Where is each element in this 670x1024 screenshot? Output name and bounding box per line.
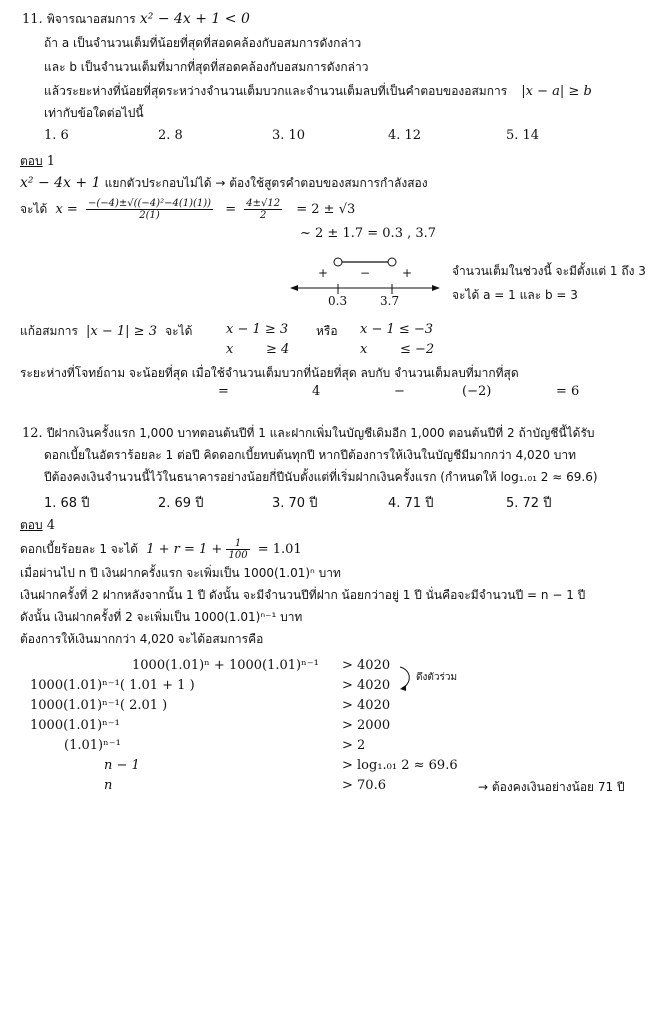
q12-row-2-lhs: 1000(1.01)ⁿ⁻¹( 1.01 + 1 ) <box>30 678 195 693</box>
open-circle-left <box>334 258 342 266</box>
q12-row-6-rhs: > log₁.₀₁ 2 ≈ 69.6 <box>342 758 458 773</box>
q11-stem-line1 <box>22 10 250 29</box>
sign-plus-left: + <box>318 266 329 280</box>
q11-stem-line2: ถ้า a เป็นจำนวนเต็มที่น้อยที่สุดที่สอดคล้องกับอสมการดังกล่าว <box>44 36 362 50</box>
q11-sol9-b: (−2) <box>462 384 492 399</box>
q11-sol1-text: แยกตัวประกอบไม่ได้ → ต้องใช้สูตรคำตอบของสมการกำลังสอง <box>104 176 428 190</box>
arrow-left-icon <box>290 285 298 291</box>
q11-sol6-mid: จะได้ <box>165 324 193 338</box>
q11-stem-line4-text: แล้วระยะห่างที่น้อยที่สุดระหว่างจำนวนเต็มบวกและจำนวนเต็มลบที่เป็นคำตอบของอสมการ <box>44 84 508 98</box>
q11-sol-line1 <box>20 174 428 193</box>
open-circle-right <box>388 258 396 266</box>
q12-s3: เงินฝากครั้งที่ 2 ฝากหลังจากนั้น 1 ปี ดังนั้น จะมีจำนวนปีที่ฝาก น้อยกว่าอยู่ 1 ปี นั่นคือจะมีจำนวนปี = n − 1 ปี <box>20 588 586 602</box>
q12-answer-value: 4 <box>46 518 56 533</box>
q11-sol6-case2: x − 1 ≤ −3 <box>360 322 434 337</box>
q12-final-note: → ต้องคงเงินอย่างน้อย 71 ปี <box>478 780 625 794</box>
q12-answer-label: ตอบ <box>20 518 43 532</box>
q11-sol7-case1-val: ≥ 4 <box>266 342 290 357</box>
q12-choice-2: 2. 69 ปี <box>158 496 204 511</box>
q11-choice-5: 5. 14 <box>506 128 540 143</box>
q11-sol2-prefix: จะได้ <box>20 202 48 216</box>
q12-s1-text: ดอกเบี้ยร้อยละ 1 จะได้ <box>20 542 139 556</box>
q12-row-1-rhs: > 4020 <box>342 658 391 673</box>
q12-row-2-rhs: > 4020 <box>342 678 391 693</box>
q12-stem-line1-text: ปีฝากเงินครั้งแรก 1,000 บาทตอนต้นปีที่ 1 และฝากเพิ่มในบัญชีเดิมอีก 1,000 ตอนต้นปีที่ 2 ถ้าบัญชีนี้ได้รับ <box>46 426 595 440</box>
q12-answer <box>20 516 55 535</box>
q11-sol-line3: ~ 2 ± 1.7 = 0.3 , 3.7 <box>300 226 437 241</box>
q11-sol7-case2-val: ≤ −2 <box>400 342 435 357</box>
q11-stem-label: พิจารณาอสมการ <box>46 12 136 26</box>
q11-sol6-case1: x − 1 ≥ 3 <box>226 322 289 337</box>
q11-choice-4: 4. 12 <box>388 128 422 143</box>
q12-row-4-lhs: 1000(1.01)ⁿ⁻¹ <box>30 718 120 733</box>
arrow-right-icon <box>432 285 440 291</box>
q11-answer-label: ตอบ <box>20 154 43 168</box>
q11-sol7-case1-x: x <box>226 342 234 357</box>
q12-s1-math: 1 + r = 1 + <box>146 542 223 557</box>
q11-number-line <box>290 250 440 310</box>
q11-sol-line2 <box>20 198 355 221</box>
q11-inequality: x² − 4x + 1 < 0 <box>139 11 250 27</box>
q11-sol9-result: = 6 <box>556 384 580 399</box>
q12-choice-5: 5. 72 ปี <box>506 496 552 511</box>
q11-sol2-fraction <box>86 198 213 221</box>
q12-row-3-lhs: 1000(1.01)ⁿ⁻¹( 2.01 ) <box>30 698 168 713</box>
q11-sol2-frac-num: −(−4)±√((−4)²−4(1)(1)) <box>87 198 212 209</box>
q11-sol4-text: จำนวนเต็มในช่วงนี้ จะมีตั้งแต่ 1 ถึง 3 <box>452 264 646 278</box>
q11-stem-line3: และ b เป็นจำนวนเต็มที่มากที่สุดที่สอดคล้องกับอสมการดังกล่าว <box>44 60 369 74</box>
q12-choice-4: 4. 71 ปี <box>388 496 434 511</box>
q11-sol2-x: x = <box>55 202 78 217</box>
q12-sol-line1 <box>20 538 302 561</box>
q11-sol9-a: 4 <box>312 384 321 399</box>
tick-label-3-7: 3.7 <box>380 294 400 308</box>
q12-s1-fraction <box>226 538 249 561</box>
curved-arrow-icon <box>398 664 414 694</box>
q11-choice-3: 3. 10 <box>272 128 306 143</box>
q11-sol6-or: หรือ <box>316 324 338 338</box>
q11-sol2-frac-den: 2(1) <box>139 210 160 221</box>
q11-sol5-text: จะได้ a = 1 และ b = 3 <box>452 288 578 302</box>
q12-row-6-lhs: n − 1 <box>104 758 140 773</box>
q11-sol2-eq: = <box>225 202 237 217</box>
tick-label-0-3: 0.3 <box>328 294 348 308</box>
q12-row-7-lhs: n <box>104 778 113 793</box>
q12-row-5-lhs: (1.01)ⁿ⁻¹ <box>64 738 121 753</box>
q12-s1-frac-den: 100 <box>228 550 248 561</box>
q11-sol2-result: = 2 ± √3 <box>296 202 356 217</box>
q12-stem-line2: ดอกเบี้ยในอัตราร้อยละ 1 ต่อปี คิดดอกเบี้ยทบต้นทุกปี หากปีต้องการให้เงินในบัญชีมีมากกว่า 4,020 บาท <box>44 448 577 462</box>
sign-minus: − <box>360 266 371 280</box>
q11-sol1-math: x² − 4x + 1 <box>20 175 101 191</box>
q12-s2: เมื่อผ่านไป n ปี เงินฝากครั้งแรก จะเพิ่มเป็น 1000(1.01)ⁿ บาท <box>20 566 341 580</box>
q11-number: 11. <box>22 12 43 27</box>
q12-row-1-lhs: 1000(1.01)ⁿ + 1000(1.01)ⁿ⁻¹ <box>132 658 319 673</box>
q11-stem-line4-math: |x − a| ≥ b <box>521 84 592 99</box>
q11-sol-line6 <box>20 322 192 341</box>
q11-sol9-minus: − <box>394 384 405 399</box>
q12-s4: ดังนั้น เงินฝากครั้งที่ 2 จะเพิ่มเป็น 1000(1.01)ⁿ⁻¹ บาท <box>20 610 303 624</box>
q11-sol6-prefix: แก้อสมการ <box>20 324 78 338</box>
q11-choice-2: 2. 8 <box>158 128 183 143</box>
q11-stem-line5: เท่ากับข้อใดต่อไปนี้ <box>44 106 144 120</box>
q12-factor-note: ดึงตัวร่วม <box>416 672 458 683</box>
sign-plus-right: + <box>402 266 413 280</box>
q12-stem-line1 <box>22 424 595 443</box>
q12-s5: ต้องการให้เงินมากกว่า 4,020 จะได้อสมการคือ <box>20 632 264 646</box>
q12-stem-line3: ปีต้องคงเงินจำนวนนี้ไว้ในธนาคารอย่างน้อยกี่ปีนับตั้งแต่ที่เริ่มฝากเงินครั้งแรก (กำหนดให้ log₁.₀₁ 2 ≈ 69.6) <box>44 470 598 484</box>
q11-sol2-frac2-den: 2 <box>259 210 267 221</box>
q11-answer <box>20 152 55 171</box>
q12-row-5-rhs: > 2 <box>342 738 366 753</box>
q11-sol9-eq: = <box>218 384 229 399</box>
q11-answer-value: 1 <box>46 154 56 169</box>
q11-sol2-fraction2 <box>244 198 282 221</box>
q12-number: 12. <box>22 426 43 441</box>
q12-row-3-rhs: > 4020 <box>342 698 391 713</box>
q11-choice-1: 1. 6 <box>44 128 69 143</box>
q12-row-4-rhs: > 2000 <box>342 718 391 733</box>
q12-row-7-rhs: > 70.6 <box>342 778 386 793</box>
q12-choice-1: 1. 68 ปี <box>44 496 90 511</box>
q11-sol2-frac2-num: 4±√12 <box>246 198 281 209</box>
q11-stem-line4 <box>44 82 592 101</box>
q12-s1-result: = 1.01 <box>257 542 302 557</box>
q11-sol7-case2-x: x <box>360 342 368 357</box>
q12-choice-3: 3. 70 ปี <box>272 496 318 511</box>
q11-sol6-math: |x − 1| ≥ 3 <box>86 324 157 339</box>
q12-s1-frac-num: 1 <box>226 538 249 550</box>
q11-sol8: ระยะห่างที่โจทย์ถาม จะน้อยที่สุด เมื่อใช้จำนวนเต็มบวกที่น้อยที่สุด ลบกับ จำนวนเต็มลบที่มากที่สุด <box>20 366 519 380</box>
